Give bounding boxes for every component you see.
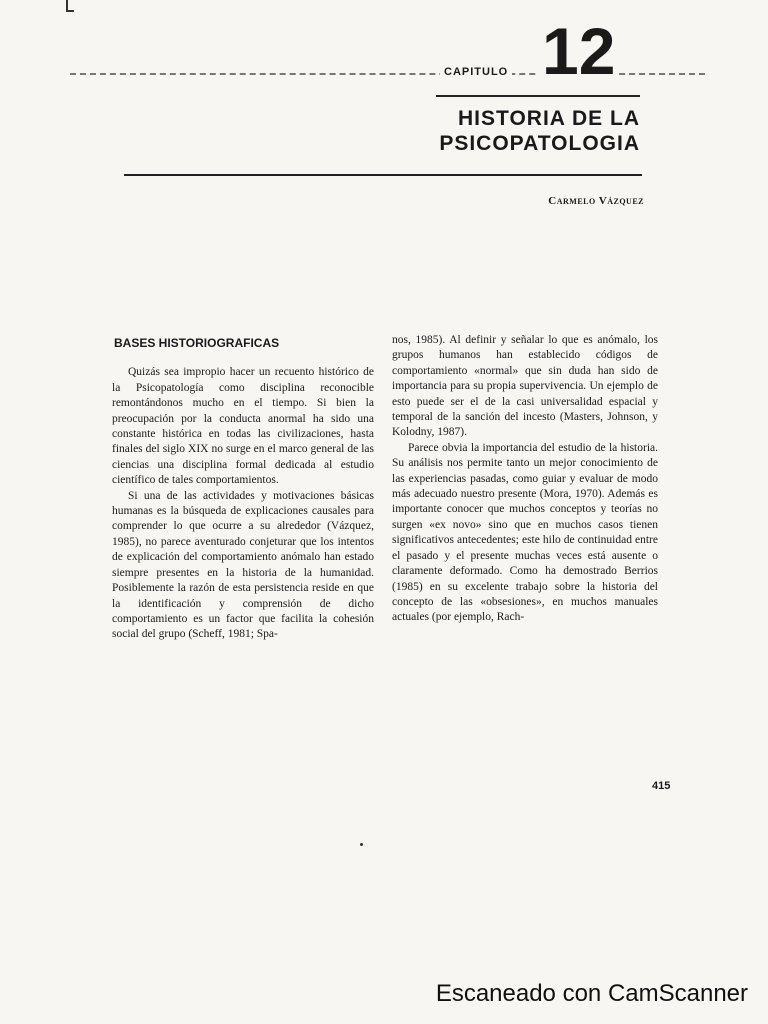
- right-paragraph-1: nos, 1985). Al definir y señalar lo que es anómalo, los grupos humanos han establecido códigos de comportamiento «normal» que sin duda han sido de importancia para su propia supervivencia. Un ejemplo de esto puede ser el de la casi universalidad espacial y temporal de la sanción del incesto (Masters, Johnson, y Kolodny, 1987).: [392, 334, 658, 439]
- author-name: Carmelo Vázquez: [548, 195, 644, 207]
- left-column: [112, 330, 374, 643]
- scan-artifact: [66, 0, 74, 12]
- chapter-title-line1: HISTORIA DE LA: [457, 107, 640, 130]
- title-rule-top: [436, 95, 640, 97]
- page-number: 415: [652, 780, 671, 792]
- title-rule-bottom: [124, 174, 642, 176]
- left-paragraph-1: Quizás sea impropio hacer un recuento histórico de la Psicopatología como disciplina reconocible remontándonos mucho en el tiempo. Si bien la preocupación por la conducta anormal ha sido una constante histórica en todas las civilizaciones, hasta finales del siglo XIX no surge en el marco general de las ciencias una disciplina formal dedicada al estudio científico de tales comportamientos.: [112, 366, 374, 487]
- scan-speck: [360, 843, 363, 846]
- chapter-label: CAPITULO: [440, 66, 512, 78]
- scanner-watermark: Escaneado con CamScanner: [435, 980, 748, 1007]
- chapter-title: [439, 106, 640, 156]
- chapter-number: 12: [538, 18, 619, 84]
- chapter-title-line2: PSICOPATOLOGIA: [439, 132, 640, 155]
- section-heading: BASES HISTORIOGRAFICAS: [114, 336, 280, 350]
- right-paragraph-2: Parece obvia la importancia del estudio de la historia. Su análisis nos permite tanto un mejor conocimiento de las experiencias pasadas, como guiar y evaluar de modo más adecuado nuestro presente (Mora, 1970). Además es importante conocer que muchos conceptos y teorías no surgen «ex novo» sino que en muchos casos tienen significativos antecedentes; este hilo de continuidad entre el pasado y el presente muchas veces está ausente o claramente deformado. Como ha demostrado Berrios (1985) en su excelente trabajo sobre la historia del concepto de las «obsesiones», en muchos manuales actuales (por ejemplo, Rach-: [392, 441, 658, 624]
- right-column: [392, 333, 658, 626]
- left-paragraph-2: Si una de las actividades y motivaciones básicas humanas es la búsqueda de explicaciones causales para comprender lo que ocurre a su alrededor (Vázquez, 1985), no parece aventurado conjeturar que los intentos de explicación del comportamiento anómalo han estado siempre presentes en la historia de la humanidad. Posiblemente la razón de esta persistencia reside en que la identificación y comprensión de dicho comportamiento es un factor que facilita la cohesión social del grupo (Scheff, 1981; Spa-: [112, 489, 374, 641]
